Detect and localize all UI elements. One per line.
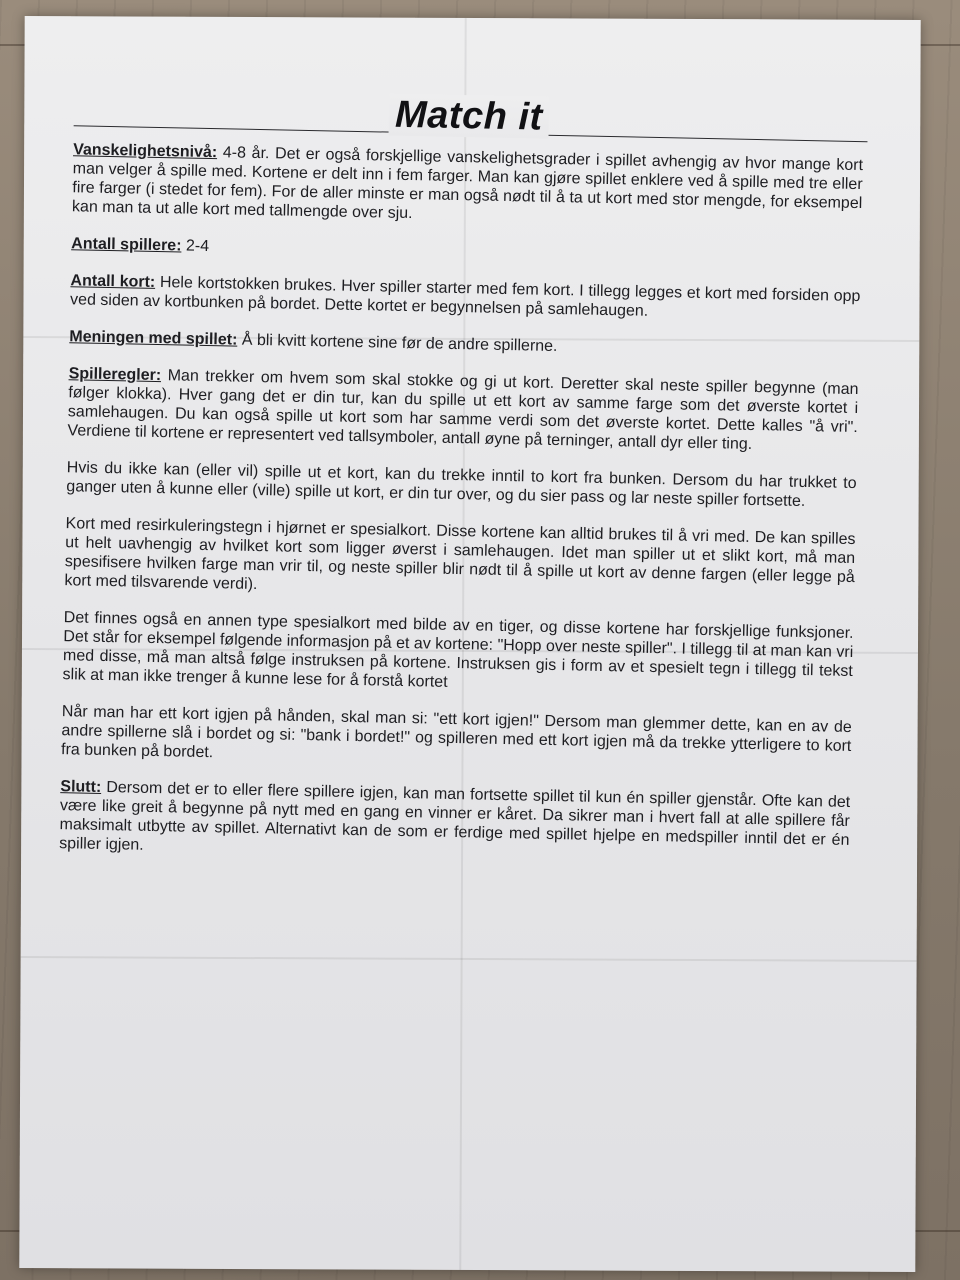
rules-sheet: [19, 16, 920, 1272]
section-players: [71, 234, 861, 269]
section-text: Hele kortstokken brukes. Hver spiller starter med fem kort. I tillegg legges et kort med forsiden opp ved siden av kortbunken på bordet. Dette kortet er begynnelsen på samlehaugen.: [69, 273, 861, 320]
section-label: Meningen med spillet:: [69, 328, 238, 349]
section-label: Spilleregler:: [68, 365, 162, 385]
section-ending: [59, 777, 850, 869]
section-text: Dersom det er to eller flere spillere igjen, kan man fortsette spillet til kun én spiller gjenstår. Ofte kan det være like greit å begynne på nytt med en gang en vinner er kåret. Da sikrer man i hvert fall at alle spillere får maksimalt utbytte av spillet. Alternativt kan de som er ferdige med spillet hjelpe en medspiller inntil det er én spiller igjen.: [59, 778, 851, 854]
section-label: Slutt:: [60, 778, 102, 796]
section-label: Vanskelighetsnivå:: [72, 141, 218, 162]
page-title: [74, 86, 865, 146]
section-cards: [70, 271, 861, 325]
section-text: Man trekker om hvem som skal stokke og gi ut kort. Deretter skal neste spiller begynne (man følger klokka). Hver gang det er din tur, kan du spille ut ett kort av samme farge som det øverste kortet i samlehaugen. Du kan også spille ut kort som har samme verdi som det øverste kortet. Dette kalles "å vri". Verdiene til kortene er representert ved tallsymboler, antall øyne på terninger, antall dyr eller ting.: [67, 367, 859, 453]
section-label: Antall spillere:: [71, 235, 182, 255]
rules-text: [59, 86, 865, 887]
section-text: 4-8 år. Det er også forskjellige vanskelighetsgrader i spillet avhengig av hvor mange kort man velger å spille med. Kortene er delt inn i fem farger. Man kan gjøre spillet enklere ved å spille med tre eller fire farger (i stedet for fem). For de aller minste er man også nødt til å ta ut kort med stor mengde, for eksempel kan man ta ut alle kort med tallmengde over sju.: [71, 144, 864, 223]
fold-crease: [21, 956, 917, 962]
title-row: [74, 86, 865, 146]
section-text: Å bli kvitt kortene sine før de andre spillerne.: [237, 331, 558, 356]
section-difficulty: [72, 140, 863, 232]
paragraph-draw: Hvis du ikke kan (eller vil) spille ut et kort, kan du trekke inntil to kort fra bunken. Dersom du har trukket to ganger uten å kunne eller (ville) spille ut kort, er din tur over, og du sier pass og lar neste spiller fortsette.: [66, 459, 857, 511]
section-rules: [67, 364, 858, 456]
paragraph-tiger-cards: Det finnes også en annen type spesialkort med bilde av en tiger, og disse kortene har forskjellige funksjoner. Det står for eksempel følgende informasjon på et av kortene: "Hopp over neste spiller". I tillegg til at man kan vri med disse, må man altså følge instruksen på kortene. Instruksen gis i form av et spesielt tegn i tillegg til tekst slik at man ikke trenger å kunne lese for å forstå kortet: [62, 609, 854, 691]
section-goal: [69, 327, 859, 362]
paragraph-last-card: Når man har ett kort igjen på hånden, skal man si: "ett kort igjen!" Dersom man glemmer dette, kan en av de andre spillerne slå i bordet og si: "bank i bordet!" og spilleren med ett kort igjen må da trekke ytterligere to kort fra bunken på bordet.: [60, 703, 852, 762]
section-label: Antall kort:: [70, 272, 156, 291]
section-text: 2-4: [181, 237, 210, 256]
page-title-text: Match it: [389, 94, 549, 139]
paragraph-special-cards: Kort med resirkuleringstegn i hjørnet er spesialkort. Disse kortene kan alltid brukes til å vri med. De kan spilles ut helt uavhengig av hvilket kort som ligger øverst i samlehaugen. Idet man spiller ut et slikt kort, må man spesifisere hvilken farge man vrir til, og neste spiller blir nødt til å spille ut kort av denne fargen (eller legge på kort med tilsvarende verdi).: [64, 515, 856, 594]
